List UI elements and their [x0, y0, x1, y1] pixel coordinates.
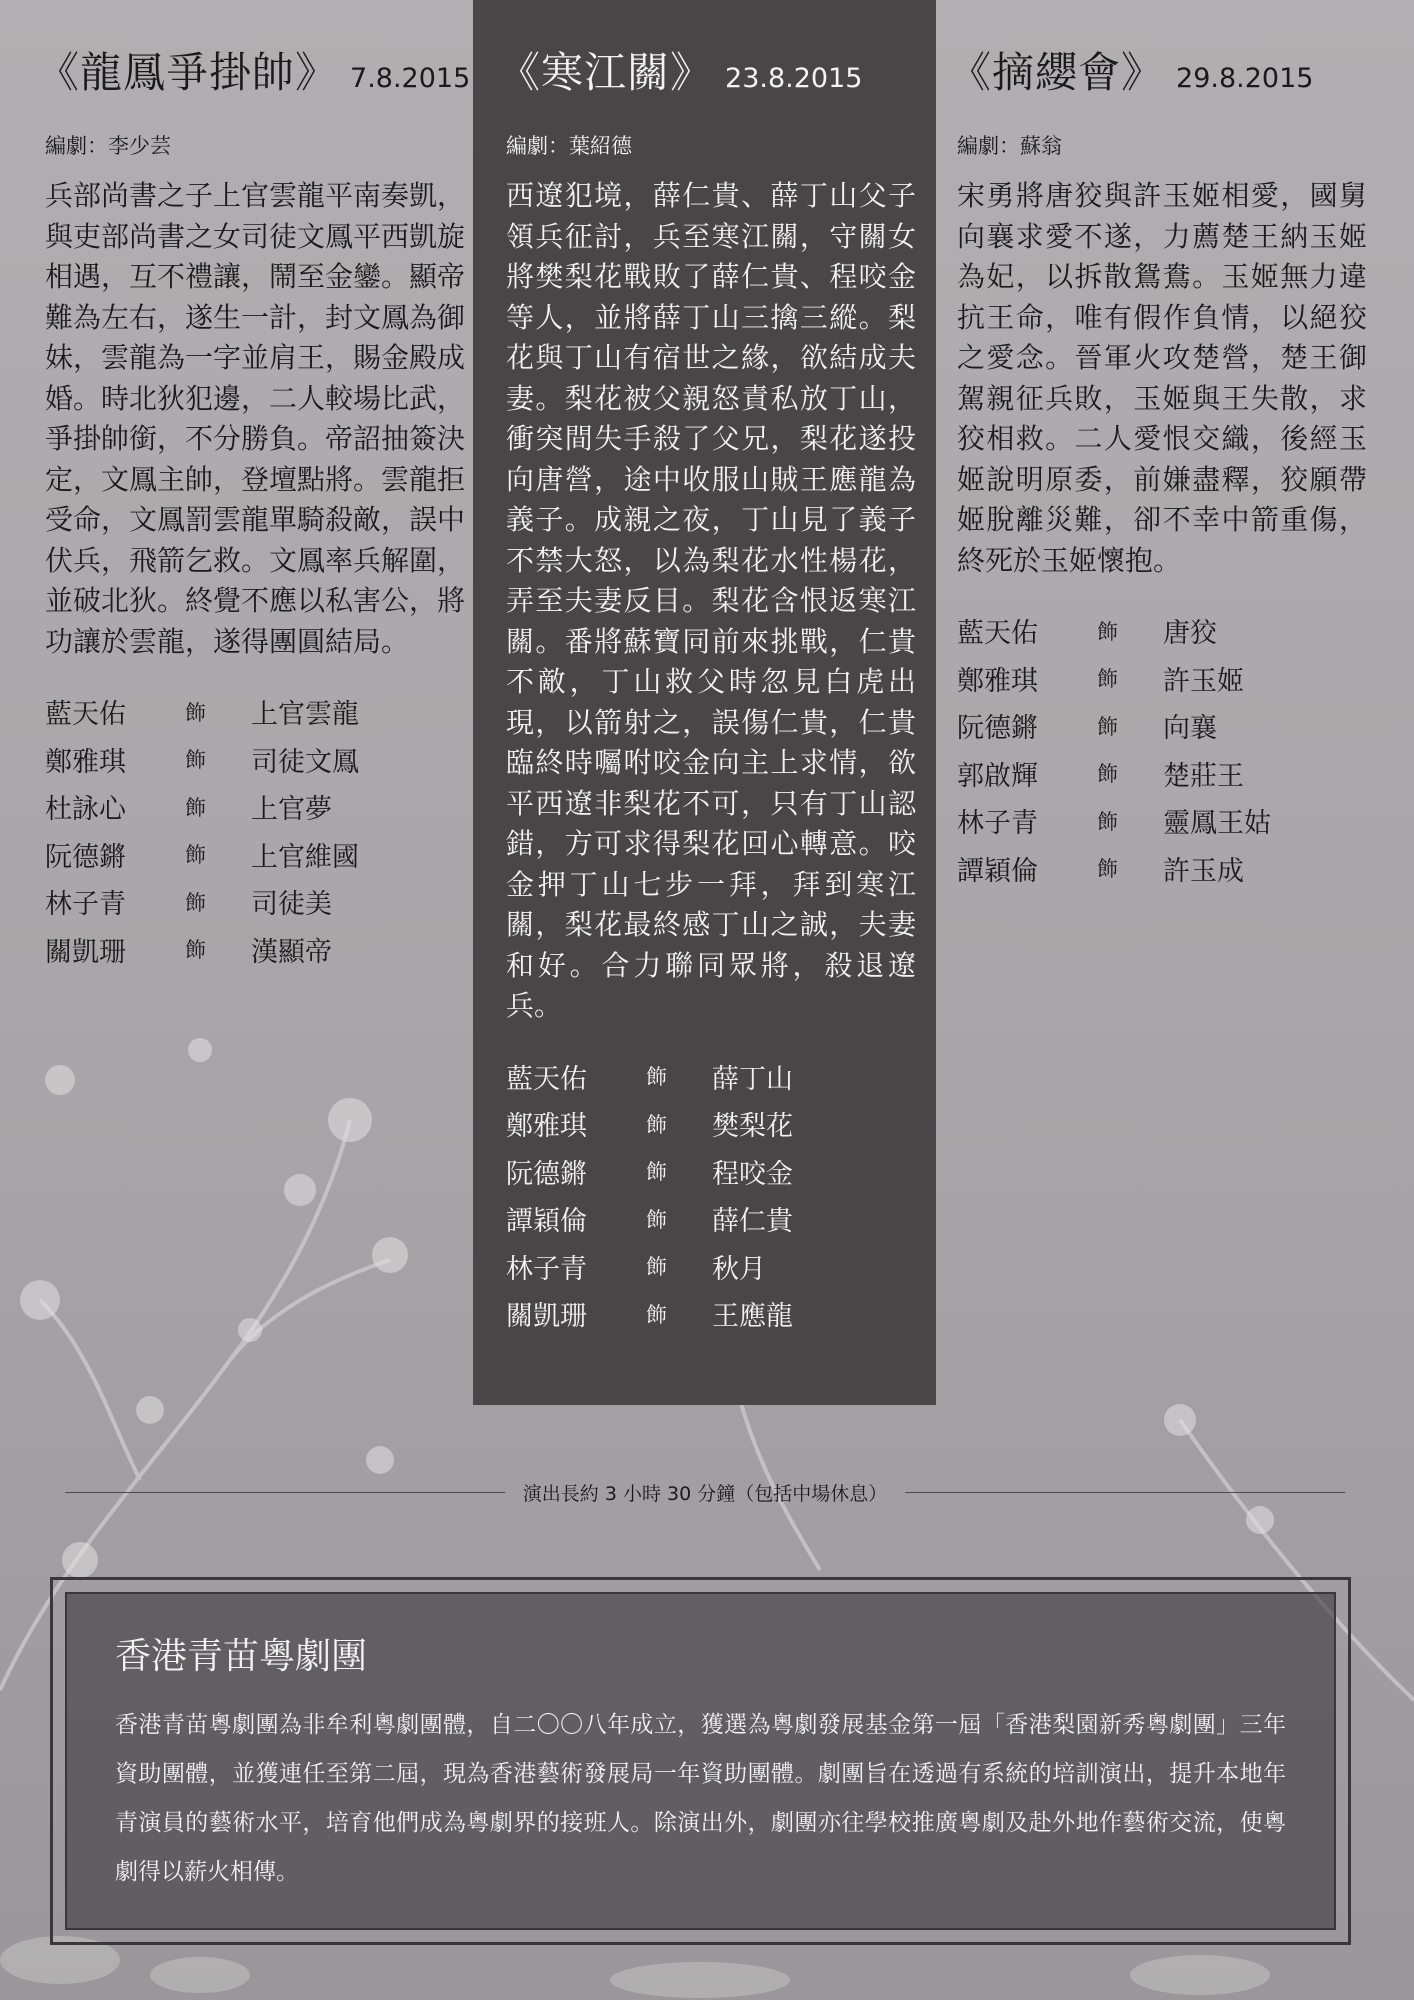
duration-text: 演出長約 3 小時 30 分鐘（包括中場休息） — [522, 1482, 888, 1505]
cast-row — [957, 750, 1367, 798]
cast-row — [957, 845, 1367, 893]
actor-name: 杜詠心 — [45, 794, 126, 826]
actor-name: 關凱珊 — [506, 1301, 587, 1333]
troupe-description: 香港青苗粵劇團為非牟利粵劇團體，自二〇〇八年成立，獲選為粵劇發展基金第一屆「香港梨園新秀粵劇團」三年資助團體，並獲連任至第二屆，現為香港藝術發展局一年資助團體。劇團旨在透過有系統的培訓演出，提升本地年青演員的藝術水平，培育他們成為粵劇界的接班人。除演出外，劇團亦往學校推廣粵劇及赴外地作藝術交流，使粵劇得以薪火相傳。 — [115, 1712, 1286, 1885]
role-word: 飾 — [1097, 714, 1118, 739]
cast-row — [506, 1148, 916, 1196]
role-name: 楚莊王 — [1163, 760, 1244, 792]
role-word: 飾 — [646, 1160, 667, 1185]
playwright: 編劇：蘇翁 — [957, 134, 1062, 158]
cast-row — [957, 702, 1367, 750]
actor-name: 阮德鏘 — [45, 841, 126, 873]
show-column-2-panel — [473, 0, 936, 1405]
cast-row — [45, 831, 465, 879]
actor-name: 關凱珊 — [45, 936, 126, 968]
role-name: 上官雲龍 — [251, 699, 359, 731]
cast-row — [45, 688, 465, 736]
role-word: 飾 — [185, 938, 206, 963]
role-name: 王應龍 — [712, 1301, 793, 1333]
actor-name: 林子青 — [957, 808, 1038, 840]
role-name: 秋月 — [712, 1253, 766, 1285]
cast-list — [45, 688, 465, 973]
duration-note — [65, 1477, 1345, 1507]
role-word: 飾 — [646, 1255, 667, 1280]
divider — [65, 1492, 505, 1493]
troupe-title: 香港青苗粵劇團 — [115, 1636, 368, 1677]
cast-row — [957, 607, 1367, 655]
role-name: 薛仁貴 — [712, 1206, 793, 1238]
role-name: 唐狡 — [1163, 618, 1217, 650]
actor-name: 譚穎倫 — [506, 1206, 587, 1238]
role-word: 飾 — [1097, 762, 1118, 787]
role-name: 上官夢 — [251, 794, 332, 826]
cast-list — [957, 607, 1367, 892]
role-word: 飾 — [1097, 667, 1118, 692]
show-title: 《寒江關》 — [498, 48, 714, 97]
cast-row — [957, 655, 1367, 703]
troupe-box-inner — [65, 1592, 1336, 1930]
cast-row — [957, 797, 1367, 845]
role-name: 靈鳳王姑 — [1163, 808, 1271, 840]
cast-list — [506, 1053, 916, 1338]
troupe-box — [50, 1577, 1351, 1945]
role-word: 飾 — [185, 700, 206, 725]
cast-row — [45, 878, 465, 926]
actor-name: 林子青 — [45, 889, 126, 921]
cast-row — [45, 926, 465, 974]
cast-row — [45, 736, 465, 784]
show-date: 7.8.2015 — [350, 63, 471, 94]
actor-name: 譚穎倫 — [957, 855, 1038, 887]
show-title-row — [37, 40, 471, 100]
role-word: 飾 — [185, 890, 206, 915]
playwright: 編劇：葉紹德 — [506, 134, 632, 158]
cast-row — [506, 1243, 916, 1291]
role-name: 司徒美 — [251, 889, 332, 921]
role-word: 飾 — [646, 1112, 667, 1137]
role-word: 飾 — [646, 1065, 667, 1090]
show-column-1 — [37, 40, 471, 973]
role-word: 飾 — [1097, 857, 1118, 882]
role-word: 飾 — [646, 1302, 667, 1327]
show-column-2 — [498, 40, 916, 1338]
actor-name: 鄭雅琪 — [506, 1111, 587, 1143]
role-name: 司徒文鳳 — [251, 746, 359, 778]
show-column-3 — [949, 40, 1367, 892]
cast-row — [506, 1100, 916, 1148]
role-name: 程咬金 — [712, 1158, 793, 1190]
role-name: 許玉姬 — [1163, 665, 1244, 697]
actor-name: 林子青 — [506, 1253, 587, 1285]
show-title: 《摘纓會》 — [949, 48, 1165, 97]
actor-name: 藍天佑 — [506, 1063, 587, 1095]
show-title-row — [949, 40, 1367, 100]
synopsis: 宋勇將唐狡與許玉姬相愛，國舅向襄求愛不遂，力薦楚王納玉姬為妃，以拆散鴛鴦。玉姬無力違抗王命，唯有假作負情，以絕狡之愛念。晉軍火攻楚營，楚王御駕親征兵敗，玉姬與王失散，求狡相救。二人愛恨交織，後經玉姬說明原委，前嫌盡釋，狡願帶姬脫離災難，卻不幸中箭重傷，終死於玉姬懷抱。 — [957, 179, 1367, 577]
cast-row — [506, 1195, 916, 1243]
cast-row — [45, 783, 465, 831]
actor-name: 鄭雅琪 — [45, 746, 126, 778]
role-name: 樊梨花 — [712, 1111, 793, 1143]
role-name: 漢顯帝 — [251, 936, 332, 968]
role-name: 向襄 — [1163, 713, 1217, 745]
show-title: 《龍鳳爭掛帥》 — [37, 48, 339, 97]
actor-name: 郭啟輝 — [957, 760, 1038, 792]
show-date: 23.8.2015 — [725, 63, 863, 94]
role-word: 飾 — [1097, 619, 1118, 644]
role-word: 飾 — [185, 748, 206, 773]
show-date: 29.8.2015 — [1176, 63, 1314, 94]
role-name: 上官維國 — [251, 841, 359, 873]
role-name: 薛丁山 — [712, 1063, 793, 1095]
cast-row — [506, 1053, 916, 1101]
role-word: 飾 — [185, 795, 206, 820]
actor-name: 阮德鏘 — [506, 1158, 587, 1190]
actor-name: 藍天佑 — [45, 699, 126, 731]
role-word: 飾 — [185, 843, 206, 868]
role-word: 飾 — [646, 1207, 667, 1232]
show-title-row — [498, 40, 916, 100]
playwright: 編劇：李少芸 — [45, 134, 171, 158]
cast-row — [506, 1290, 916, 1338]
synopsis: 兵部尚書之子上官雲龍平南奏凱，與吏部尚書之女司徒文鳳平西凱旋相遇，互不禮讓，鬧至金鑾。顯帝難為左右，遂生一計，封文鳳為御妹，雲龍為一字並肩王，賜金殿成婚。時北狄犯邊，二人較場比武，爭掛帥銜，不分勝負。帝詔抽簽決定，文鳳主帥，登壇點將。雲龍拒受命，文鳳罰雲龍單騎殺敵，誤中伏兵，飛箭乞救。文鳳率兵解圍，並破北狄。終覺不應以私害公，將功讓於雲龍，遂得團圓結局。 — [45, 179, 466, 658]
actor-name: 阮德鏘 — [957, 713, 1038, 745]
divider — [905, 1492, 1345, 1493]
synopsis: 西遼犯境，薛仁貴、薛丁山父子領兵征討，兵至寒江關，守關女將樊梨花戰敗了薛仁貴、程咬金等人，並將薛丁山三擒三縱。梨花與丁山有宿世之緣，欲結成夫妻。梨花被父親怒責私放丁山，衝突間失手殺了父兄，梨花遂投向唐營，途中收服山賊王應龍為義子。成親之夜，丁山見了義子不禁大怒，以為梨花水性楊花，弄至夫妻反目。梨花含恨返寒江關。番將蘇寶同前來挑戰，仁貴不敵，丁山救父時忽見白虎出現，以箭射之，誤傷仁貴，仁貴臨終時囑咐咬金向主上求情，欲平西遼非梨花不可，只有丁山認錯，方可求得梨花回心轉意。咬金押丁山七步一拜，拜到寒江關，梨花最終感丁山之誠，夫妻和好。合力聯同眾將，殺退遼兵。 — [506, 179, 916, 1022]
actor-name: 藍天佑 — [957, 618, 1038, 650]
actor-name: 鄭雅琪 — [957, 665, 1038, 697]
role-name: 許玉成 — [1163, 855, 1244, 887]
role-word: 飾 — [1097, 809, 1118, 834]
